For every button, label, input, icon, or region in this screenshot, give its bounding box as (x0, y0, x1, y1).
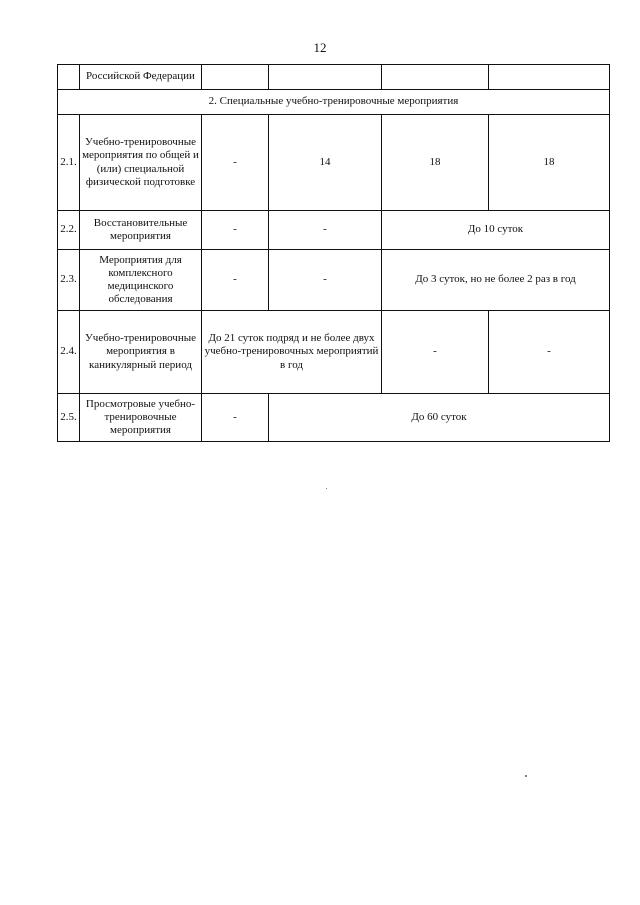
table-cell (269, 65, 382, 90)
training-events-table (57, 64, 610, 442)
table-cell: - (269, 250, 382, 311)
table-cell: - (202, 211, 269, 250)
table-cell (489, 65, 610, 90)
table-cell: - (202, 394, 269, 442)
section-header-row (58, 90, 610, 115)
table-cell: - (202, 115, 269, 211)
event-name: Учебно-тренировочные мероприятия по общей и (или) специальной физической подготовке (80, 115, 202, 211)
table-row (58, 65, 610, 90)
table-cell: 18 (489, 115, 610, 211)
merged-cell: До 21 суток подряд и не более двух учебно-тренировочных мероприятий в год (202, 311, 382, 394)
event-name: Восстановительные мероприятия (80, 211, 202, 250)
table-row (58, 311, 610, 394)
table-cell: - (489, 311, 610, 394)
row-number: 2.2. (58, 211, 80, 250)
table-row (58, 211, 610, 250)
row-number: 2.5. (58, 394, 80, 442)
table-cell: - (269, 211, 382, 250)
table-cell: - (202, 250, 269, 311)
table-row (58, 250, 610, 311)
row-number: 2.1. (58, 115, 80, 211)
table-row (58, 115, 610, 211)
row-number: 2.4. (58, 311, 80, 394)
event-name: Мероприятия для комплексного медицинского обследования (80, 250, 202, 311)
page-number: 12 (313, 40, 327, 55)
table-cell: - (382, 311, 489, 394)
merged-cell: До 3 суток, но не более 2 раз в год (382, 250, 610, 311)
table-cell (58, 65, 80, 90)
table-row (58, 394, 610, 442)
scan-speck (525, 775, 527, 777)
event-name: Просмотровые учебно-тренировочные мероприятия (80, 394, 202, 442)
table-cell: Российской Федерации (80, 65, 202, 90)
row-number: 2.3. (58, 250, 80, 311)
table-cell (202, 65, 269, 90)
merged-cell: До 60 суток (269, 394, 610, 442)
merged-cell: До 10 суток (382, 211, 610, 250)
event-name: Учебно-тренировочные мероприятия в каникулярный период (80, 311, 202, 394)
table-cell: 14 (269, 115, 382, 211)
table-cell (382, 65, 489, 90)
table-cell: 18 (382, 115, 489, 211)
scan-speck (326, 488, 327, 489)
section-title: 2. Специальные учебно-тренировочные мероприятия (58, 90, 610, 115)
